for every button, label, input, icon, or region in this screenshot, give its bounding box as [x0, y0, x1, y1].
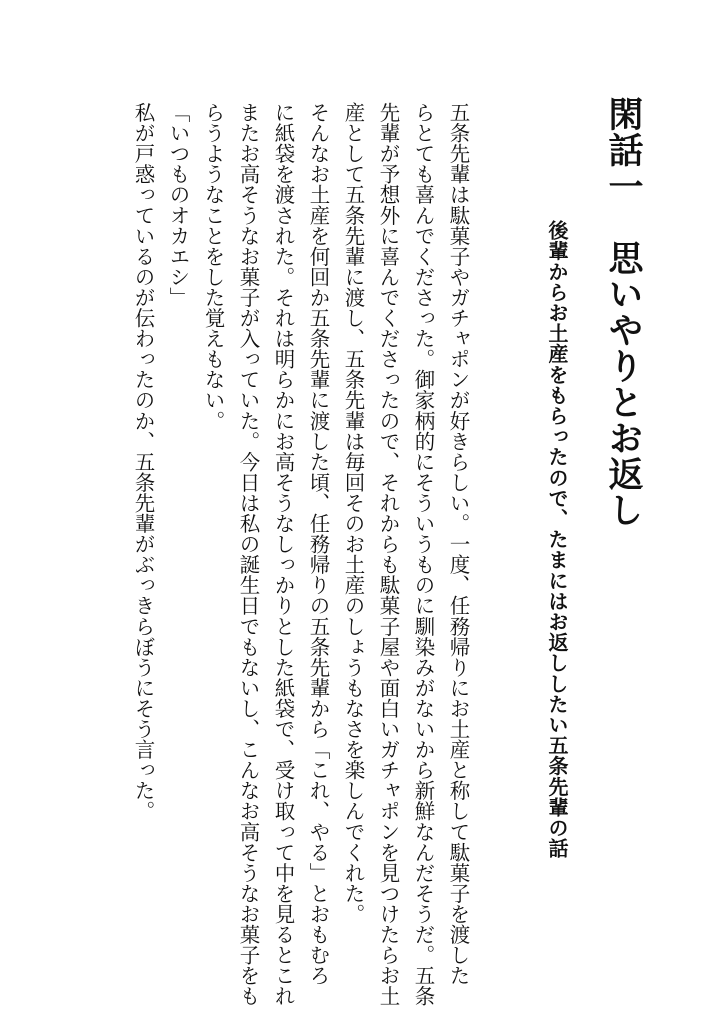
- paragraph-line: 産として五条先輩に渡し、五条先輩は毎回そのお土産のしょうもなさを楽しんでくれた。: [341, 102, 365, 924]
- body-text: [125, 102, 475, 1006]
- paragraph-line: らとても喜んでくださった。御家柄的にそういうものに馴染みがないから新鮮なんだそうだ。五条: [411, 102, 435, 1007]
- chapter-subtitle: 後輩からお土産をもらったので、たまにはお返ししたい五条先輩の話: [545, 220, 569, 859]
- paragraph-line: 先輩が予想外に喜んでくださったので、それからも駄菓子屋や面白いガチャポンを見つけたらお土: [376, 102, 400, 1007]
- paragraph-line: またお高そうなお菓子が入っていた。今日は私の誕生日でもないし、こんなお高そうなお菓子をも: [236, 102, 260, 1007]
- chapter-title: 閑話一 思いやりとお返し: [603, 96, 644, 528]
- paragraph-line: 五条先輩は駄菓子やガチャポンが好きらしい。一度、任務帰りにお土産と称して駄菓子を渡した: [446, 102, 470, 986]
- paragraph-line: そんなお土産を何回か五条先輩に渡した頃、任務帰りの五条先輩から「これ、やる」とおもむろ: [306, 102, 330, 986]
- paragraph-line: らうようなことをした覚えもない。: [201, 102, 225, 431]
- paragraph-line: に紙袋を渡された。それは明らかにお高そうなしっかりとした紙袋で、受け取って中を見るとこれ: [271, 102, 295, 1007]
- paragraph-line: 「いつものオカエシ」: [166, 102, 190, 308]
- paragraph-line: 私が戸惑っているのが伝わったのか、五条先輩がぶっきらぼうにそう言った。: [131, 102, 155, 822]
